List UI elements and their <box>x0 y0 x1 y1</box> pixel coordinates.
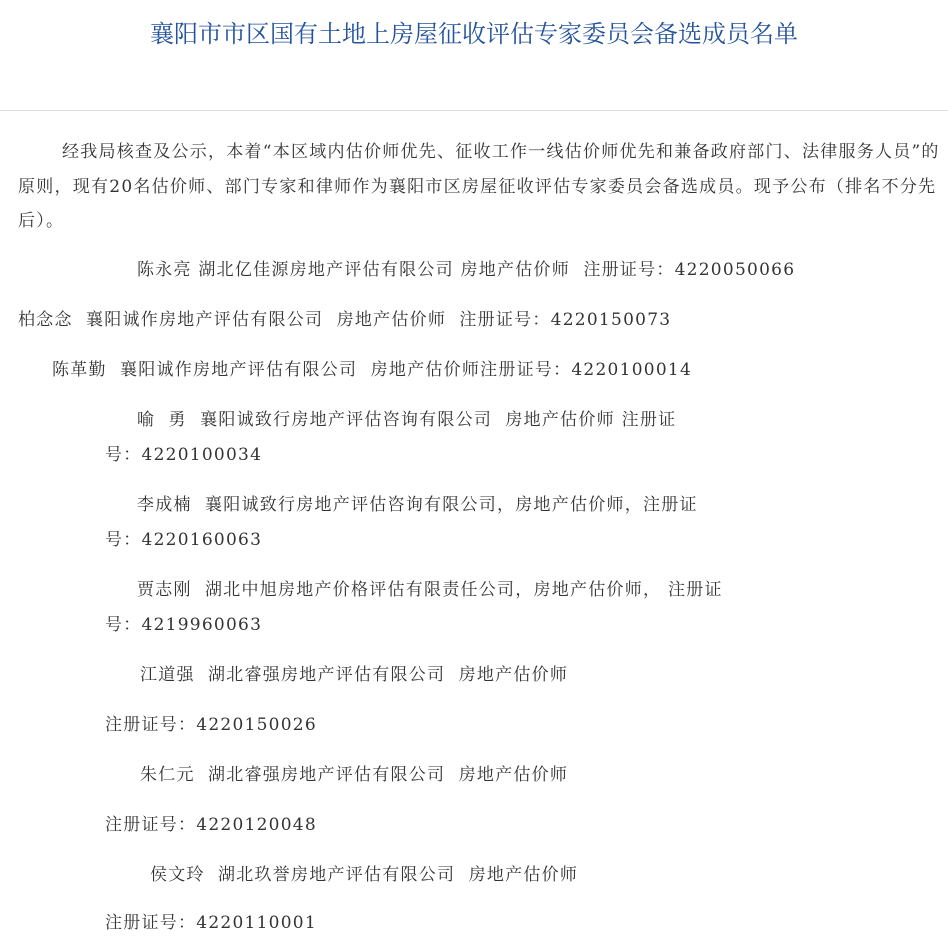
entry-line-continued: 号：4219960063 <box>105 615 263 635</box>
document-title: 襄阳市市区国有土地上房屋征收评估专家委员会备选成员名单 <box>150 20 798 48</box>
entry-line-continued: 注册证号：4220120048 <box>105 815 317 835</box>
intro-paragraph: 经我局核查及公示，本着“本区域内估价师优先、征收工作一线估价师优先和兼备政府部门、法律服务人员”的原则，现有20名估价师、部门专家和律师作为襄阳市区房屋征收评估专家委员会备选成员。现予公布（排名不分先后）。 <box>18 142 940 231</box>
entry-line: 陈永亮 湖北亿佳源房地产评估有限公司 房地产估价师 注册证号：4220050066 <box>137 260 796 280</box>
entry-line: 陈革勤 襄阳诚作房地产评估有限公司 房地产估价师注册证号：4220100014 <box>52 360 693 380</box>
entry-line: 喻 勇 襄阳诚致行房地产评估咨询有限公司 房地产估价师 注册证 <box>137 410 677 430</box>
entry-line: 侯文玲 湖北玖誉房地产评估有限公司 房地产估价师 <box>150 865 579 885</box>
entry-line-continued: 号：4220100034 <box>105 445 263 465</box>
entry-line-continued: 注册证号：4220150026 <box>105 715 317 735</box>
entry-line-continued: 注册证号：4220110001 <box>105 913 317 933</box>
entry-line: 江道强 湖北睿强房地产评估有限公司 房地产估价师 <box>140 665 569 685</box>
entry-line: 贾志刚 湖北中旭房地产价格评估有限责任公司，房地产估价师， 注册证 <box>137 580 723 600</box>
entry-line: 朱仁元 湖北睿强房地产评估有限公司 房地产估价师 <box>140 765 569 785</box>
entry-line-continued: 号：4220160063 <box>105 530 263 550</box>
title-divider <box>0 110 948 111</box>
entry-line: 李成楠 襄阳诚致行房地产评估咨询有限公司，房地产估价师，注册证 <box>137 495 698 515</box>
entry-line: 柏念念 襄阳诚作房地产评估有限公司 房地产估价师 注册证号：4220150073 <box>18 310 672 330</box>
